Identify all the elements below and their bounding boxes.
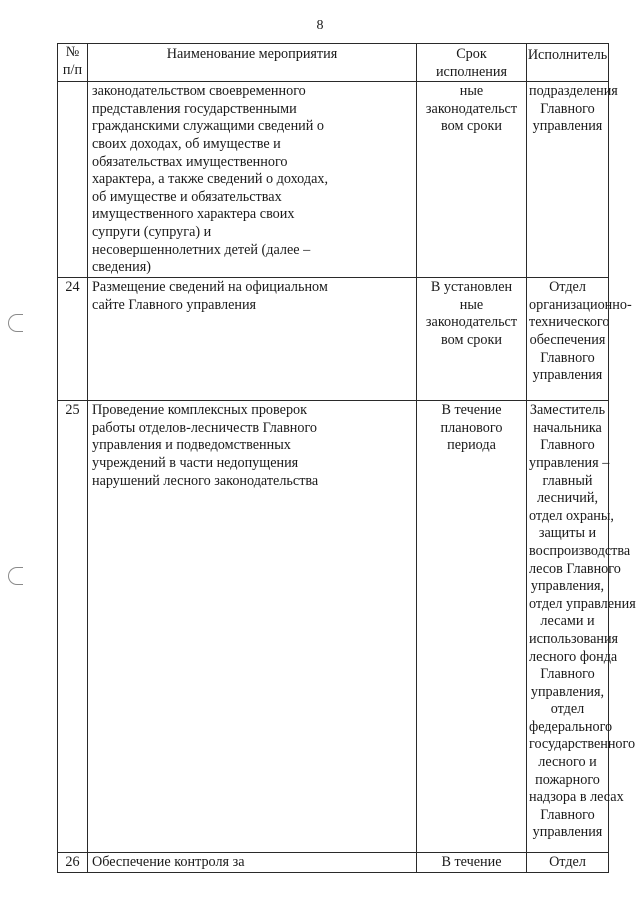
row-number: 25 <box>58 401 88 853</box>
header-number: № п/п <box>58 44 88 82</box>
event-name-cell: Обеспечение контроля за <box>88 853 417 873</box>
table-row <box>58 853 609 873</box>
deadline-cell: В установлен ные законодательст вом сроки <box>417 278 527 401</box>
row-number: 24 <box>58 278 88 401</box>
executor-cell: Отдел организационно- технического обеспечения Главного управления <box>527 278 609 401</box>
binding-hole-mark-top <box>8 314 23 332</box>
events-table <box>57 43 636 873</box>
executor-cell: Отдел <box>527 853 609 873</box>
executor-cell: Заместитель начальника Главного управления – главный лесничий, отдел охраны, защиты и воспроизводства лесов Главного управления, отдел управления лесами и использования лесного фонда Главного управления, отдел федерального государственного лесного и пожарного надзора в лесах Главного управления <box>527 401 609 853</box>
events-table-wrapper <box>57 43 636 873</box>
header-event-name: Наименование мероприятия <box>88 44 417 82</box>
header-deadline: Срок исполнения <box>417 44 527 82</box>
row-number: 26 <box>58 853 88 873</box>
table-row <box>58 82 609 278</box>
executor-cell: подразделения Главного управления <box>527 82 609 278</box>
deadline-cell: В течение планового периода <box>417 401 527 853</box>
row-number <box>58 82 88 278</box>
table-row <box>58 278 609 401</box>
table-row <box>58 401 609 853</box>
page-number: 8 <box>316 18 324 33</box>
binding-hole-mark-bottom <box>8 567 23 585</box>
event-name-cell: Проведение комплексных проверок работы отделов-лесничеств Главного управления и подведомственных учреждений в части недопущения нарушений лесного законодательства <box>88 401 417 853</box>
deadline-cell: В течение <box>417 853 527 873</box>
event-name-cell: Размещение сведений на официальном сайте Главного управления <box>88 278 417 401</box>
deadline-cell: ные законодательст вом сроки <box>417 82 527 278</box>
header-executor: Исполнитель <box>527 44 609 82</box>
event-name-cell: законодательством своевременного представления государственными гражданскими служащими сведений о своих доходах, об имуществе и обязательствах имущественного характера, а также сведений о доходах, об имуществе и обязательствах имущественного характера своих супруги (супруга) и несовершеннолетних детей (далее – сведения) <box>88 82 417 278</box>
table-header-row <box>58 44 609 82</box>
